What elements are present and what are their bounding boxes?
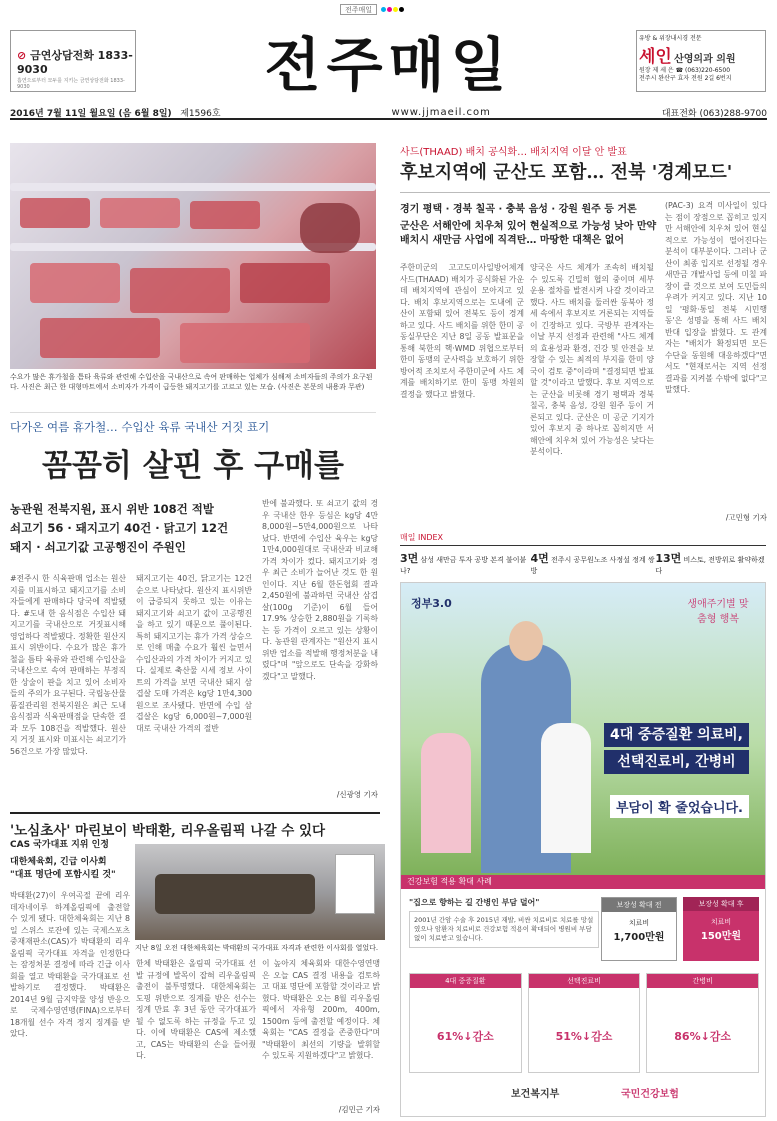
board-meeting-photo <box>135 844 385 940</box>
story1-byline: /신광영 기자 <box>336 790 378 799</box>
clinic-name: 세인 <box>639 47 672 67</box>
index-item[interactable]: 13면 비스토, 전방위로 활약하겠다 <box>655 552 765 575</box>
story2-lead: 군산은 서해안에 치우쳐 있어 현실적으로 가능성 낮아 만약 배치시 새만금 사업에 직격탄… 마땅한 대책은 없어 <box>400 221 657 246</box>
issue-date: 2016년 7월 11일 월요일 (음 6월 8일) <box>10 108 172 119</box>
story2-column-3: (PAC-3) 요격 미사일이 있다는 점이 장점으로 꼽히고 있지만 서해안에 치우쳐 있어 현실적으로 가능성이 떨어진다는 분석이 대부분이다. 그러나 군산이 최종 입지로 선정될 경우 새만금 개발사업 등에 미칠 파장이 클 것으로 보여 도민들의 우려가 커지고 있다. 지난 10일 '평화·통일 전북 시민행동'은 성명을 통해 사드 배치 반대 입장을 밝혔다. 도 관계자는 "배치가 확정되면 모든 수단을 동원해 대응하겠다"면서도 "현재로서는 지역 선정 결과를 지켜볼 수밖에 없다"고 말했다. <box>665 201 767 394</box>
ad-boy-figure <box>541 723 591 853</box>
index-item[interactable]: 3면 삼성 새만금 투자 공방 본격 불이붙나? <box>400 552 527 575</box>
ad-stat-2: 선택진료비 51%↓감소 <box>528 973 641 1073</box>
ad-phone: ⊘ 금연상담전화 1833-9030 <box>17 49 133 76</box>
printer-mark <box>340 3 430 15</box>
issue-number: 제1596호 <box>180 108 221 119</box>
clinic-address: 전주시 완산구 효자 전원 2길 6번지 <box>639 75 732 82</box>
ad-case-section <box>401 875 766 1117</box>
masthead-title: 전주매일 <box>264 31 513 99</box>
story3-headline[interactable]: '노심초사' 마린보이 박태환, 리우올림픽 나갈 수 있다 <box>10 812 380 839</box>
story1-column-3: 반에 불과했다. 또 쇠고기 값의 경우 국내산 한우 등심은 kg당 4만8,000원~5만4,000원으로 나타났다. 반면에 수입산 육우는 kg당 1만4,000원대로 국내산과 비교해 가격 차이가 컸다. 돼지고기와 경우 최근 소비가 늘어난 것도 한 원인이다. 지난 6월 한돈협회 결과 2,450원에 불과하던 국내산 삼겹살(100g 기준)이 6월 들어 17.9% 상승한 2,880원을 기록하는 등 가격이 오르고 있는 상황이다. 농관원 관계자는 "원산지 표시 위반 업소를 적발해 행정처분을 내렸다"며 "앞으로도 단속을 강화하겠다"고 말했다. <box>262 499 378 681</box>
story1-lead-3: 돼지 · 쇠고기값 고공행진이 주원인 <box>10 540 186 554</box>
index-item[interactable]: 4면 전주시 공무원노조 사정설 정계 쌍방 <box>530 552 655 575</box>
cmyk-mark <box>381 7 404 12</box>
ad-message: 4대 중증질환 의료비, 선택진료비, 간병비 <box>604 723 749 777</box>
ad-family-photo <box>401 583 766 875</box>
story1-lead-2: 쇠고기 56 · 돼지고기 40건 · 닭고기 12건 <box>10 521 229 535</box>
ad-brand: 정부3.0 <box>411 597 452 610</box>
story2-column-1: 주한미군의 고고도미사일방어체계 사드(THAAD) 배치가 공식화된 가운데 배치지역에 관심이 모아지고 있다. 배치 후보지역으로는 도내에 군산이 포함돼 있어 전북도 등이 경계하고 있다. 사드 배치를 위한 한미 공동실무단은 지난 8일 공동 발표문을 통해 북한의 핵·WMD 위협으로부터 한미 동맹의 군사력을 보호하기 위한 방어적 조치로서 주한미군에 사드 체계를 배치하기로 한미 동맹 차원의 결정을 했다고 밝혔다. <box>400 263 524 399</box>
ad-girl-figure <box>421 733 471 853</box>
story1-subhead: 다가온 여름 휴가철… 수입산 육류 국내산 거짓 표기 <box>10 412 376 435</box>
story2-kicker: 사드(THAAD) 배치 공식화… 배치지역 이달 안 발표 <box>400 147 627 158</box>
clinic-ad <box>636 30 766 92</box>
dateline <box>10 106 767 120</box>
story3-byline: /김민근 기자 <box>338 1105 380 1114</box>
story2-subhead: 경기 평택 · 경북 칠곡 · 충북 음성 · 강원 원주 등 거론 <box>400 204 637 215</box>
ad-case-bar: 건강보험 적용 확대 사례 <box>401 875 766 889</box>
main-tel: 대표전화 (063)288-9700 <box>661 108 767 119</box>
story1-lead-1: 농관원 전북지원, 표시 위반 108건 적발 <box>10 502 214 516</box>
story3-sub-1: CAS 국가대표 지위 인정 <box>10 840 110 850</box>
story2-column-2: 양국은 사드 체계가 조속히 배치될 수 있도록 긴밀히 협의 중이며 세부 운용 절차를 발전시켜 나갈 것이라고 했다. 사드 배치를 둘러싼 동북아 정세 속에서 후보지로 거론되는 지역들이 긴장하고 있다. 국방부 관계자는 이날 부지 선정과 관련해 "사드 체계의 효용성과 환경, 건강 및 안전을 보장할 수 있는 최적의 부지를 한미 양국이 검토 중"이라며 "결정되면 발표할 것"이라고 말했다. 후보 지역으로는 군산을 비롯해 경기 평택과 경북 칠곡, 충북 음성, 강원 원주 등이 거론되고 있다. 군산은 미 공군 기지가 있어 후보지 중 하나로 꼽히지만 서해안에 치우쳐 있어 가능성은 낮다는 분석이다. <box>530 263 654 456</box>
story1-headline[interactable]: 꼼꼼히 살핀 후 구매를 <box>42 448 344 484</box>
story1-column-2: 돼지고기는 40건, 닭고기는 12건 순으로 나타났다. 원산지 표시위반이 급증되지 못하고 있는 이유는 돼지고기와 쇠고기 값이 고공행진을 하고 있기 때문으로 풀이된다. 특히 돼지고기는 휴가 가격 상승으로 인해 매출 수요가 훨씬 늘면서 수입산과의 가격 차이가 커지고 있다. 실제로 축산물 시세 정보 사이트의 가격을 보면 국내산 돼지 삼겹살 도매 가격은 kg당 1만4,300원으로 조사됐다. 반면에 수입 삼겹살은 kg당 6,000원~7,000원대로 국내산 가격의 절반 <box>136 574 252 733</box>
paper-name-box: 전주매일 <box>340 4 377 15</box>
ad-ministry-logo: 보건복지부 <box>511 1089 560 1100</box>
index-label: 매일 INDEX <box>400 532 766 546</box>
clinic-name2: 산영의과 의원 <box>674 54 736 65</box>
story3-subheads <box>10 839 130 882</box>
photo2-caption: 지난 8일 오전 대한체육회는 박태환의 국가대표 자격과 관련한 이사회를 열었다. <box>135 944 379 952</box>
meat-display-photo <box>10 143 376 369</box>
story3-sub-2: 대한체육회, 긴급 이사회 <box>10 857 107 867</box>
story2-headline[interactable]: 후보지역에 군산도 포함… 전북 '경계모드' <box>400 158 770 193</box>
story3-sub-3: "대표 명단에 포함시킬 것" <box>10 870 116 880</box>
story3-column-2: 한체 박태환은 올림픽 국가대표 선발 규정에 발목이 잡혀 리우올림픽 출전이 불투명했다. 대한체육회는 도핑 위반으로 징계를 받은 선수는 징계 만료 후 3년 동안 국가대표가 될 수 없도록 하는 규정을 두고 있다. 이에 박태환은 CAS에 제소했고, CAS는 박태환의 손을 들어줬다. <box>136 959 256 1060</box>
site-url[interactable]: www.jjmaeil.com <box>391 106 491 118</box>
story3-column-1: 박태환(27)이 우여곡절 끝에 리우데자네이루 하계올림픽에 출전할 수 있게 됐다. 대한체육회는 지난 8일 스위스 로잔에 있는 국제스포츠중재재판소(CAS)가 박태환의 리우올림픽 국가대표 자격을 인정한다는 잠정처분 결정에 따라 긴급 이사회를 열고 박태환을 국가대표로 선발하기로 결정했다. 박태환은 2014년 9월 금지약물 양성 반응으로 국제수영연맹(FINA)으로부터 18개월 선수 자격 정지 징계를 받았다. <box>10 891 130 1038</box>
ad-stat-1: 4대 중증질환 61%↓감소 <box>409 973 522 1073</box>
ad-nhis-logo: 국민건강보험 <box>621 1089 679 1100</box>
ad-message-3: 부담이 확 줄었습니다. <box>610 795 749 818</box>
ad-father-head <box>509 621 543 661</box>
ad-stats <box>409 973 759 1073</box>
story2-byline: /고민형 기자 <box>725 513 767 522</box>
ad-note: 흡연으로부터 모두를 지키는 금연상담전화 1833-9030 <box>17 78 125 90</box>
ad-after-box: 보장성 확대 후 치료비 150만원 <box>683 897 759 961</box>
ad-case-quote: 2001년 간암 수술 후 2015년 재발, 비싼 치료비로 치료를 망설였으나 암환자 치료비로 건강보험 적용이 확대되어 병원비 부담없이 치료받고 있습니다. <box>409 911 599 948</box>
story3-column-3: 이 높아지 체육회와 대한수영연맹은 오늘 CAS 결정 내용을 검토하고 대표 명단에 포함할 것이라고 밝혔다. 박태환은 오는 8월 리우올림픽에서 자유형 200m, 400m, 1500m 등에 출전할 예정이다. 체육회는 "CAS 결정을 존중한다"며 "박태환이 최선의 기량을 발휘할 수 있도록 지원하겠다"고 밝혔다. <box>262 959 380 1060</box>
ad-slogan: 생애주기별 맞춤형 행복 <box>687 599 749 625</box>
photo1-caption: 수요가 많은 휴가철을 틈타 육류와 관련해 수입산을 국내산으로 속여 판매하는 업체가 심해져 소비자들의 주의가 요구된다. 사진은 최근 한 대형마트에서 소비자가 가격이 급등한 돼지고기를 고르고 있는 모습. (사진은 본문의 내용과 무관) <box>10 373 373 391</box>
clinic-tag: 유방 & 위장내시경 전문 <box>639 35 702 42</box>
photo1-credit: (사진은 본문의 내용과 무관) <box>277 383 365 391</box>
health-insurance-ad <box>400 582 766 1117</box>
ad-stat-3: 간병비 86%↓감소 <box>646 973 759 1073</box>
clinic-tel: 원장 제 세 은 ☎ (063)220-6500 <box>639 67 731 74</box>
story1-column-1: #전주시 한 식육판매 업소는 원산지를 미표시하고 돼지고기를 소비자들에게 판매하다 당국에 적발됐다. #도내 한 음식점은 수입산 돼지고기를 국내산으로 거짓표시해 영업하다 적발됐다. 정확한 원산지 표시 위반이다. 수요가 많은 휴가철을 틈타 육류와 관련해 수입산을 국내산으로 속여 판매하는 부정직한 상술이 판을 치고 있어 소비자들의 주의가 요구된다. 국립농산물품질관리원 전북지원은 최근 도내 음식점과 식육판매점을 단속한 결과 모두 108건을 적발했다. 원산지 거짓 표시와 미표시는 쇠고기가 56건으로 가장 많았다. <box>10 574 126 756</box>
page-index <box>400 532 766 576</box>
ad-before-box: 보장성 확대 전 치료비 1,700만원 <box>601 897 677 961</box>
ad-case-title: "집으로 향하는 길 간병인 부담 덜어" <box>409 898 540 907</box>
